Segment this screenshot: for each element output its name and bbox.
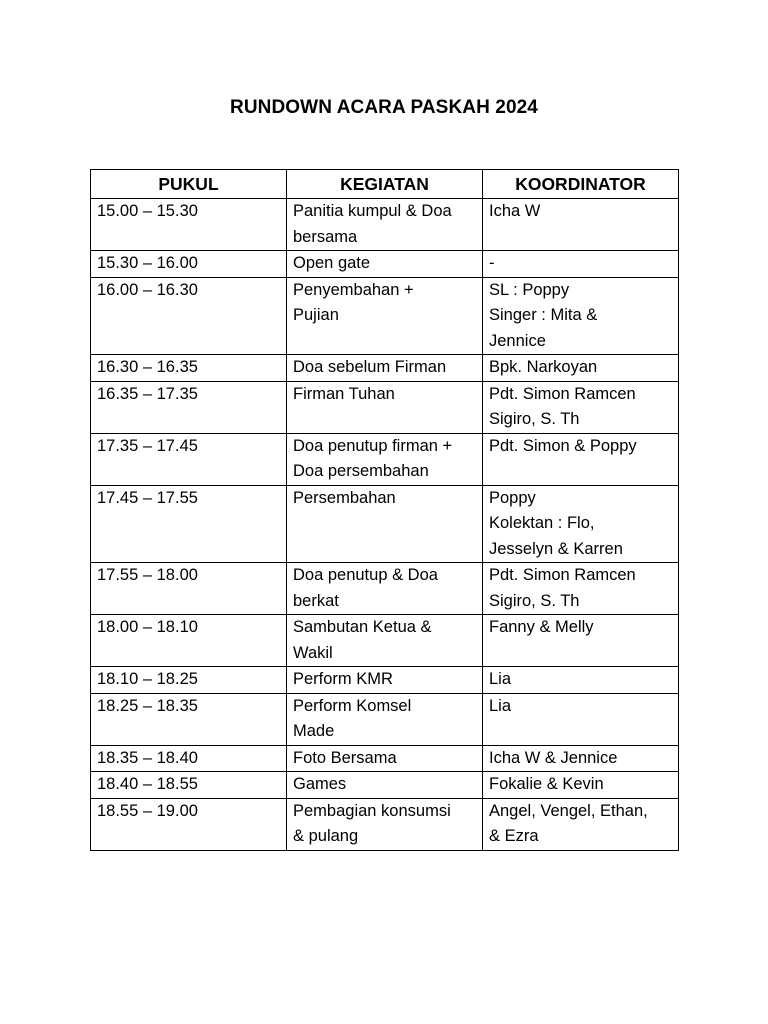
cell-activity: Perform KMR (287, 667, 483, 694)
cell-activity: Foto Bersama (287, 745, 483, 772)
table-header-row (91, 170, 679, 199)
cell-time: 15.30 – 16.00 (91, 251, 287, 278)
cell-activity: Pembagian konsumsi & pulang (287, 798, 483, 850)
cell-activity: Panitia kumpul & Doa bersama (287, 199, 483, 251)
cell-coordinator: Icha W & Jennice (483, 745, 679, 772)
table-row (91, 355, 679, 382)
table-row (91, 772, 679, 799)
cell-time: 17.55 – 18.00 (91, 563, 287, 615)
table-row (91, 667, 679, 694)
cell-coordinator: - (483, 251, 679, 278)
cell-coordinator: Pdt. Simon & Poppy (483, 433, 679, 485)
cell-coordinator: SL : Poppy Singer : Mita & Jennice (483, 277, 679, 355)
table-row (91, 199, 679, 251)
page-title: RUNDOWN ACARA PASKAH 2024 (230, 97, 538, 118)
table-row (91, 433, 679, 485)
cell-time: 16.30 – 16.35 (91, 355, 287, 382)
table-row (91, 745, 679, 772)
cell-coordinator: Lia (483, 693, 679, 745)
cell-activity: Doa sebelum Firman (287, 355, 483, 382)
cell-time: 17.45 – 17.55 (91, 485, 287, 563)
table-row (91, 563, 679, 615)
table-row (91, 381, 679, 433)
header-kegiatan: KEGIATAN (287, 170, 483, 199)
cell-coordinator: Pdt. Simon Ramcen Sigiro, S. Th (483, 563, 679, 615)
cell-activity: Perform Komsel Made (287, 693, 483, 745)
cell-activity: Firman Tuhan (287, 381, 483, 433)
cell-activity: Doa penutup & Doa berkat (287, 563, 483, 615)
table-row (91, 615, 679, 667)
header-pukul: PUKUL (91, 170, 287, 199)
cell-coordinator: Fanny & Melly (483, 615, 679, 667)
header-koordinator: KOORDINATOR (483, 170, 679, 199)
table-row (91, 798, 679, 850)
cell-coordinator: Lia (483, 667, 679, 694)
cell-coordinator: Icha W (483, 199, 679, 251)
table-row (91, 277, 679, 355)
rundown-table (90, 169, 679, 851)
cell-time: 16.35 – 17.35 (91, 381, 287, 433)
cell-time: 16.00 – 16.30 (91, 277, 287, 355)
cell-coordinator: Angel, Vengel, Ethan, & Ezra (483, 798, 679, 850)
cell-time: 18.10 – 18.25 (91, 667, 287, 694)
cell-time: 18.25 – 18.35 (91, 693, 287, 745)
cell-time: 18.35 – 18.40 (91, 745, 287, 772)
cell-activity: Penyembahan + Pujian (287, 277, 483, 355)
cell-activity: Persembahan (287, 485, 483, 563)
table-row (91, 251, 679, 278)
cell-time: 18.55 – 19.00 (91, 798, 287, 850)
table-row (91, 485, 679, 563)
cell-activity: Doa penutup firman + Doa persembahan (287, 433, 483, 485)
cell-time: 18.40 – 18.55 (91, 772, 287, 799)
cell-time: 18.00 – 18.10 (91, 615, 287, 667)
cell-coordinator: Pdt. Simon Ramcen Sigiro, S. Th (483, 381, 679, 433)
table-row (91, 693, 679, 745)
cell-activity: Open gate (287, 251, 483, 278)
cell-coordinator: Bpk. Narkoyan (483, 355, 679, 382)
cell-time: 15.00 – 15.30 (91, 199, 287, 251)
cell-activity: Games (287, 772, 483, 799)
cell-coordinator: Poppy Kolektan : Flo, Jesselyn & Karren (483, 485, 679, 563)
cell-coordinator: Fokalie & Kevin (483, 772, 679, 799)
cell-time: 17.35 – 17.45 (91, 433, 287, 485)
cell-activity: Sambutan Ketua & Wakil (287, 615, 483, 667)
